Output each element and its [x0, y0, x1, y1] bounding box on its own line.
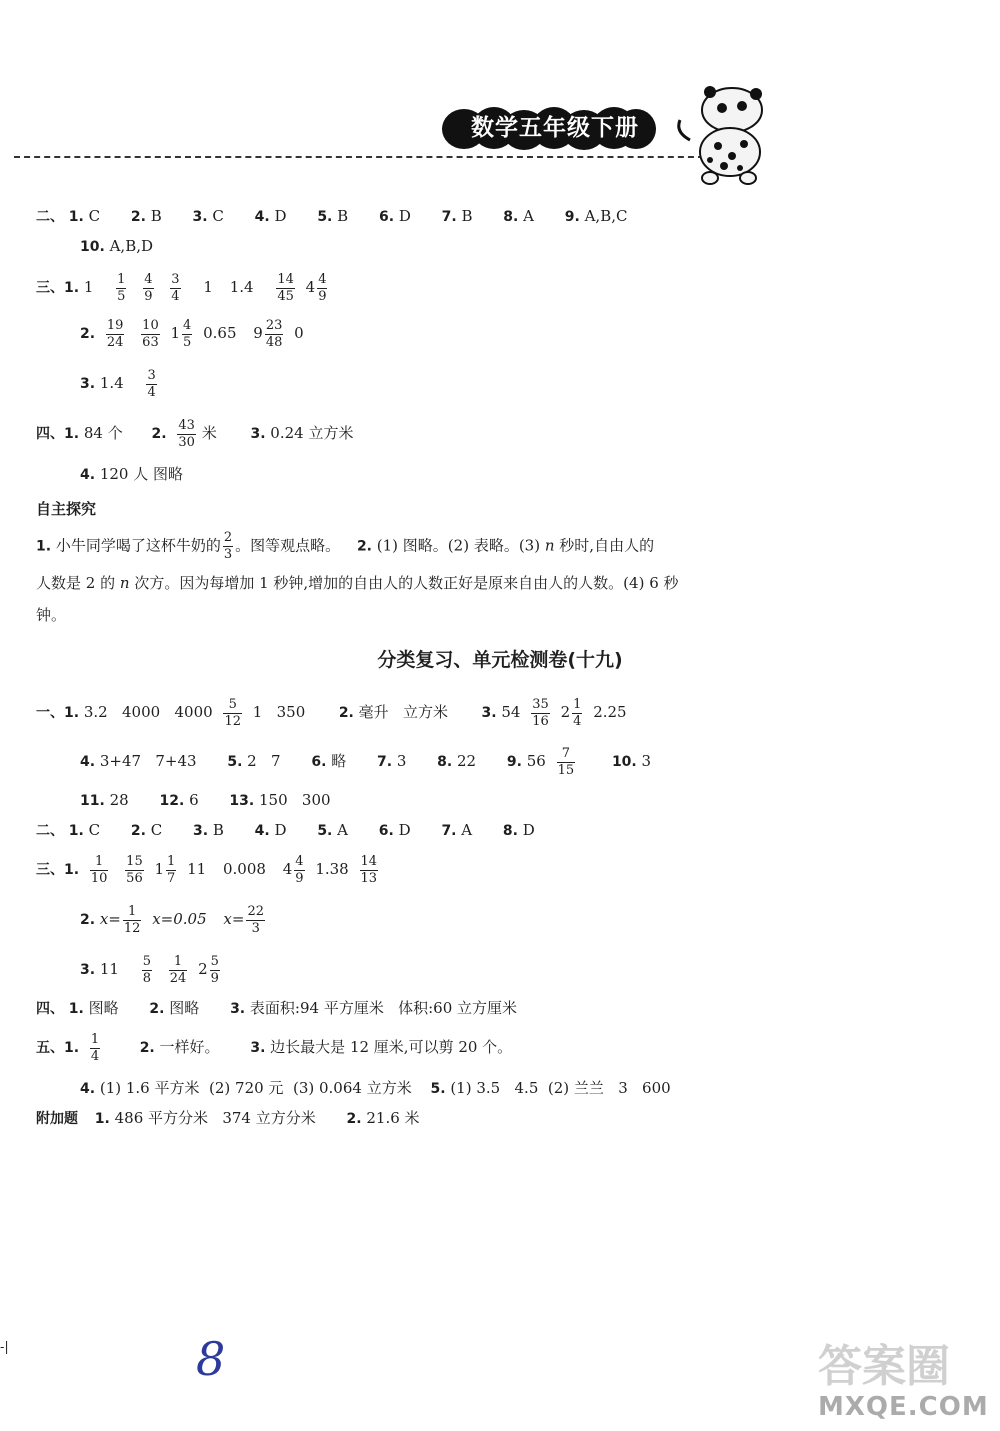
fraction: $\frac{14}{13}$ [360, 853, 378, 886]
answer-row-b5-1: 五、1. $\frac{1}{4}$ 2. 一样好。 3. 边长最大是 12 厘米,可以剪 20 个。 [36, 1031, 513, 1064]
answer-row-s3-1: 三、1. 1 $\frac{1}{5}$ $\frac{4}{9}$ $\frac{3}{4}$ 1 1.4 $\frac{14}{45}$ 4 $\frac{4}{9}$ [36, 271, 327, 304]
answer-item: 6. D [378, 207, 411, 225]
answer-row-b2: 二、 1. C 2. C 3. B 4. D 5. A 6. D 7. A 8. D [36, 821, 535, 839]
answer-row-s4-4: 4. 120 人 图略 [80, 465, 184, 483]
fraction: $\frac{14}{45}$ [277, 271, 294, 304]
explore-heading: 自主探究 [36, 500, 97, 518]
fraction: $\frac{5}{9}$ [210, 953, 219, 986]
fraction: $\frac{15}{56}$ [126, 853, 143, 886]
fraction: $\frac{4}{5}$ [183, 317, 192, 350]
section-label: 二、 [36, 209, 64, 225]
answer-item: 2. B [130, 207, 162, 225]
explore-line-2: 人数是 2 的 n 次方。因为每增加 1 秒钟,增加的自由人的人数正好是原来自由人的人数。(4) 6 秒 [36, 574, 679, 592]
watermark-text: MXQE.COM [818, 1392, 989, 1422]
answer-item: 4. D [254, 207, 287, 225]
fraction: $\frac{3}{4}$ [147, 367, 156, 400]
answer-item: 3. C [192, 207, 224, 225]
fraction: $\frac{1}{4}$ [90, 1031, 100, 1064]
answer-row-s2 [36, 206, 653, 227]
explore-line-1: 1. 小牛同学喝了这杯牛奶的 $\frac{2}{3}$ 。图等观点略。 2. (1) 图略。(2) 表略。(3) n 秒时,自由人的 [36, 530, 655, 562]
leopard-mascot-icon [670, 80, 790, 190]
answer-row-b3-1: 三、1. $\frac{1}{10}$ $\frac{15}{56}$ 1 $\frac{1}{7}$ 11 0.008 4 $\frac{4}{9}$ 1.38 $\frac{14}{13}$ [36, 853, 378, 886]
fraction: $\frac{4}{9}$ [318, 271, 327, 304]
fraction: $\frac{7}{15}$ [557, 745, 575, 778]
fraction: $\frac{23}{48}$ [265, 317, 283, 350]
answer-row-s4-1: 四、1. 84 个 2. $\frac{43}{30}$ 米 3. 0.24 立方米 [36, 417, 354, 450]
fraction: $\frac{35}{16}$ [532, 696, 549, 729]
answer-item: 9. A,B,C [564, 207, 628, 225]
fraction: $\frac{1}{4}$ [573, 696, 582, 729]
fraction: $\frac{4}{9}$ [144, 271, 153, 304]
fraction: $\frac{1}{10}$ [90, 853, 108, 886]
answer-item: 8. A [503, 207, 534, 225]
answer-row-b4: 四、 1. 图略 2. 图略 3. 表面积:94 平方厘米 体积:60 立方厘米 [36, 999, 518, 1017]
fraction: $\frac{2}{3}$ [223, 530, 233, 562]
fraction: $\frac{5}{8}$ [142, 953, 151, 986]
answer-item: 1. C [68, 207, 101, 225]
answer-row-b3-3: 3. 11 $\frac{5}{8}$ $\frac{1}{24}$ 2 $\frac{5}{9}$ [80, 953, 219, 986]
answer-row-s3-3: 3. 1.4 $\frac{3}{4}$ [80, 367, 156, 400]
answer-row-extra: 附加题 1. 486 平方分米 374 立方分米 2. 21.6 米 [36, 1109, 420, 1127]
section-title: 分类复习、单元检测卷(十九) [377, 649, 623, 671]
fraction: $\frac{5}{12}$ [224, 696, 241, 729]
page-edge-mark: -| [0, 1340, 9, 1355]
fraction: $\frac{1}{5}$ [117, 271, 126, 304]
answer-item: 5. B [317, 207, 349, 225]
fraction: $\frac{1}{12}$ [123, 903, 141, 936]
answer-row-b1-2: 4. 3+47 7+43 5. 2 7 6. 略 7. 3 8. 22 9. 56 $\frac{7}{15}$ 10. 3 [80, 745, 652, 778]
answer-row-s2-10: 10. A,B,D [80, 237, 154, 255]
watermark-logo: 答案圈 [818, 1341, 950, 1392]
answer-row-b5-2: 4. (1) 1.6 平方米 (2) 720 元 (3) 0.064 立方米 5. (1) 3.5 4.5 (2) 兰兰 3 600 [80, 1079, 671, 1097]
header-title: 数学五年级下册 [471, 115, 639, 141]
fraction: $\frac{22}{3}$ [247, 903, 264, 936]
fraction: $\frac{19}{24}$ [106, 317, 124, 350]
answer-row-b1-3: 11. 28 12. 6 13. 150 300 [80, 791, 331, 809]
answer-item: 7. B [441, 207, 473, 225]
fraction: $\frac{1}{24}$ [169, 953, 187, 986]
answer-row-s3-2: 2. $\frac{19}{24}$ $\frac{10}{63}$ 1 $\frac{4}{5}$ 0.65 9 $\frac{23}{48}$ 0 [80, 317, 304, 350]
fraction: $\frac{3}{4}$ [171, 271, 180, 304]
header-dashed-line [14, 156, 704, 158]
answer-row-b3-2: 2. x= $\frac{1}{12}$ x=0.05 x= $\frac{22}{3}$ [80, 903, 264, 936]
fraction: $\frac{1}{7}$ [167, 853, 176, 886]
fraction: $\frac{4}{9}$ [295, 853, 304, 886]
handwritten-number: 8 [196, 1332, 226, 1386]
fraction: $\frac{43}{30}$ [178, 417, 195, 450]
explore-line-3: 钟。 [36, 606, 67, 624]
fraction: $\frac{10}{63}$ [142, 317, 159, 350]
answer-row-b1-1: 一、1. 3.2 4000 4000 $\frac{5}{12}$ 1 350 2. 毫升 立方米 3. 54 $\frac{35}{16}$ 2 $\frac{1}{4}$ 2.25 [36, 696, 627, 729]
